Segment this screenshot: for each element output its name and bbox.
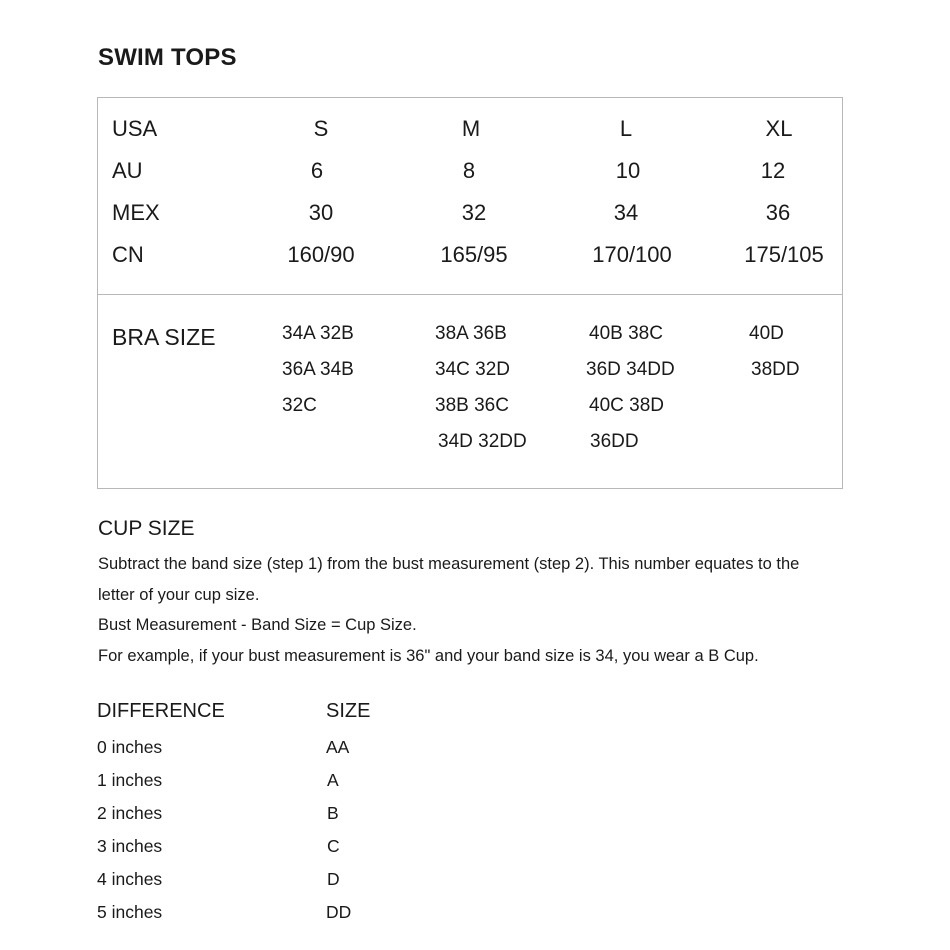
- cell-au-l: 10: [615, 158, 641, 183]
- instruction-line: For example, if your bust measurement is 36" and your band size is 34, you wear a B Cup.: [98, 646, 759, 665]
- bra-size-entry: 38A 36B: [435, 323, 507, 344]
- bra-size-entry: 34D 32DD: [438, 431, 527, 452]
- cup-size-value: D: [327, 869, 340, 889]
- bra-size-entry: 40D: [749, 323, 784, 344]
- bra-size-entry: 36A 34B: [282, 359, 354, 380]
- difference-value: 3 inches: [97, 836, 163, 856]
- cup-size-instructions: [98, 549, 858, 671]
- bra-sizes-l: [586, 316, 675, 460]
- size-header: SIZE: [326, 700, 371, 722]
- cup-size-heading: CUP SIZE: [98, 517, 195, 540]
- row-label-au: AU: [112, 158, 143, 183]
- cell-usa-m: M: [461, 116, 481, 141]
- bra-size-entry: 34C 32D: [435, 359, 510, 380]
- cup-size-value: A: [327, 770, 339, 790]
- cell-usa-s: S: [313, 116, 329, 141]
- table-divider: [98, 294, 842, 295]
- cell-usa-xl: XL: [765, 116, 793, 141]
- row-label-cn: CN: [112, 242, 144, 267]
- bra-sizes-s: [282, 316, 354, 424]
- cell-cn-l: 170/100: [592, 242, 672, 267]
- bra-size-entry: 40B 38C: [589, 323, 663, 344]
- difference-header: DIFFERENCE: [97, 700, 225, 722]
- cell-au-m: 8: [462, 158, 476, 183]
- row-label-mex: MEX: [112, 200, 160, 225]
- bra-size-entry: 40C 38D: [589, 395, 664, 416]
- bra-size-entry: 38B 36C: [435, 395, 509, 416]
- cup-size-value: C: [327, 836, 340, 856]
- cell-mex-m: 32: [461, 200, 487, 225]
- instruction-line: letter of your cup size.: [98, 585, 260, 604]
- cell-au-xl: 12: [760, 158, 786, 183]
- cell-mex-xl: 36: [765, 200, 791, 225]
- difference-value: 1 inches: [97, 770, 163, 790]
- bra-size-label: BRA SIZE: [112, 324, 216, 350]
- bra-size-entry: 36D 34DD: [586, 359, 675, 380]
- cell-mex-l: 34: [613, 200, 639, 225]
- bra-sizes-xl: [749, 316, 800, 388]
- bra-sizes-m: [435, 316, 527, 460]
- difference-value: 5 inches: [97, 902, 163, 922]
- difference-value: 0 inches: [97, 737, 163, 757]
- bra-size-entry: 34A 32B: [282, 323, 354, 344]
- cell-mex-s: 30: [308, 200, 334, 225]
- cell-usa-l: L: [619, 116, 633, 141]
- instruction-line: Subtract the band size (step 1) from the bust measurement (step 2). This number equates to the: [98, 555, 800, 573]
- instruction-line: Bust Measurement - Band Size = Cup Size.: [98, 616, 417, 634]
- size-conversion-table: [97, 97, 843, 489]
- difference-value: 4 inches: [97, 869, 163, 889]
- difference-value: 2 inches: [97, 803, 163, 823]
- page-title: SWIM TOPS: [98, 44, 237, 71]
- bra-size-entry: 38DD: [751, 359, 800, 380]
- cell-au-s: 6: [310, 158, 324, 183]
- cell-cn-m: 165/95: [440, 242, 508, 267]
- bra-size-entry: 36DD: [590, 431, 639, 452]
- cup-size-value: AA: [326, 737, 350, 757]
- row-label-usa: USA: [112, 116, 158, 141]
- bra-size-entry: 32C: [282, 395, 317, 416]
- cell-cn-xl: 175/105: [744, 242, 824, 267]
- cup-size-value: B: [327, 803, 339, 823]
- cup-size-value: DD: [326, 902, 352, 922]
- cell-cn-s: 160/90: [287, 242, 355, 267]
